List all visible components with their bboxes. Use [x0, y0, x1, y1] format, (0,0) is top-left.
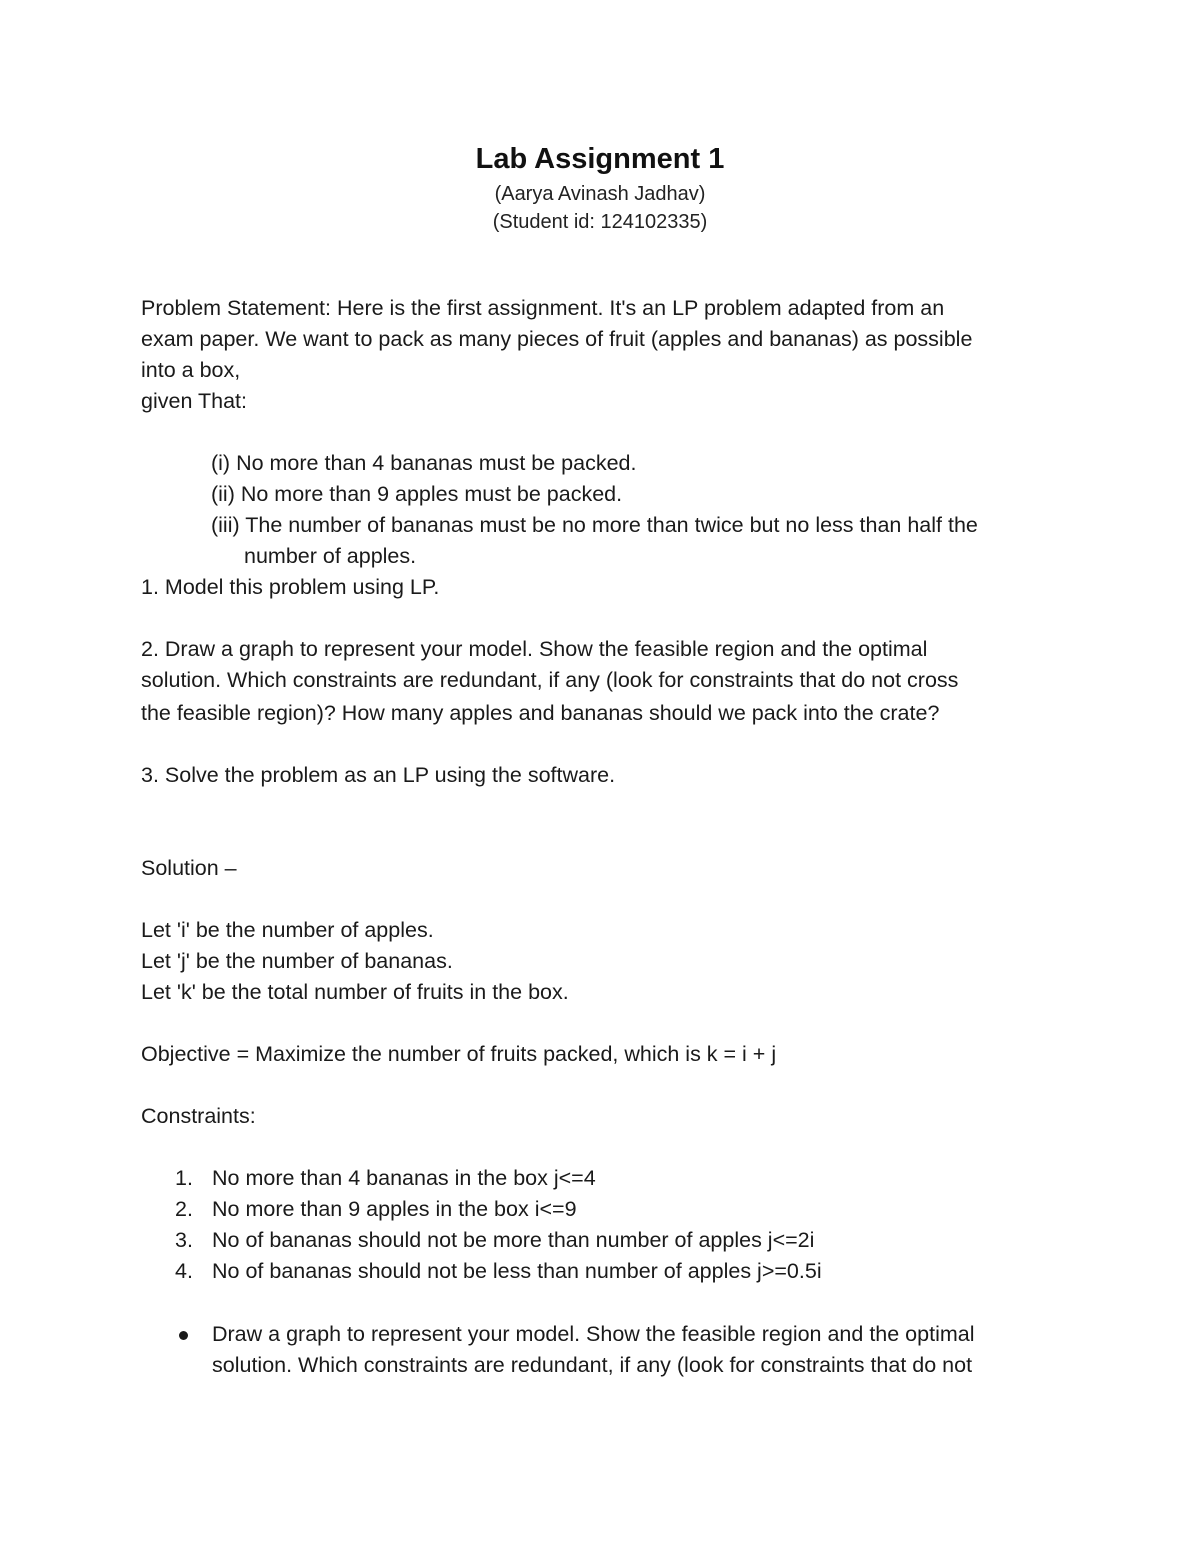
problem-line: exam paper. We want to pack as many pieces of fruit (apples and bananas) as possible: [141, 327, 973, 351]
condition-item: (ii) No more than 9 apples must be packed.: [211, 482, 623, 506]
problem-line: given That:: [141, 389, 247, 413]
condition-item: (i) No more than 4 bananas must be packed.: [211, 451, 637, 475]
constraint-text: No of bananas should not be less than number of apples j>=0.5i: [212, 1259, 822, 1283]
bullet-text-line: solution. Which constraints are redundant, if any (look for constraints that do not: [212, 1353, 973, 1377]
condition-item: (iii) The number of bananas must be no more than twice but no less than half the: [211, 513, 978, 537]
objective-statement: Objective = Maximize the number of fruits packed, which is k = i + j: [141, 1042, 777, 1066]
constraint-number: 3.: [175, 1228, 193, 1252]
document-title: Lab Assignment 1: [475, 143, 725, 175]
task-2-line: 2. Draw a graph to represent your model. Show the feasible region and the optimal: [141, 637, 928, 661]
variable-definition: Let 'i' be the number of apples.: [141, 918, 434, 942]
constraint-text: No more than 4 bananas in the box j<=4: [212, 1166, 596, 1190]
constraint-number: 1.: [175, 1166, 193, 1190]
task-2-line: solution. Which constraints are redundant, if any (look for constraints that do not cross: [141, 668, 959, 692]
task-2-line: the feasible region)? How many apples and bananas should we pack into the crate?: [141, 701, 940, 725]
solution-heading: Solution –: [141, 856, 237, 880]
constraint-number: 4.: [175, 1259, 193, 1283]
constraint-number: 2.: [175, 1197, 193, 1221]
constraint-text: No more than 9 apples in the box i<=9: [212, 1197, 577, 1221]
problem-line: into a box,: [141, 358, 241, 382]
variable-definition: Let 'j' be the number of bananas.: [141, 949, 453, 973]
problem-line: Problem Statement: Here is the first assignment. It's an LP problem adapted from an: [141, 296, 945, 320]
student-id: (Student id: 124102335): [492, 211, 708, 233]
bullet-text-line: Draw a graph to represent your model. Show the feasible region and the optimal: [212, 1322, 975, 1346]
constraint-text: No of bananas should not be more than number of apples j<=2i: [212, 1228, 815, 1252]
variable-definition: Let 'k' be the total number of fruits in the box.: [141, 980, 569, 1004]
condition-item-continued: number of apples.: [244, 544, 417, 568]
constraints-heading: Constraints:: [141, 1104, 256, 1128]
bullet-icon: [179, 1331, 188, 1340]
task-1: 1. Model this problem using LP.: [141, 575, 440, 599]
task-3: 3. Solve the problem as an LP using the software.: [141, 763, 616, 787]
author-name: (Aarya Avinash Jadhav): [494, 183, 706, 205]
